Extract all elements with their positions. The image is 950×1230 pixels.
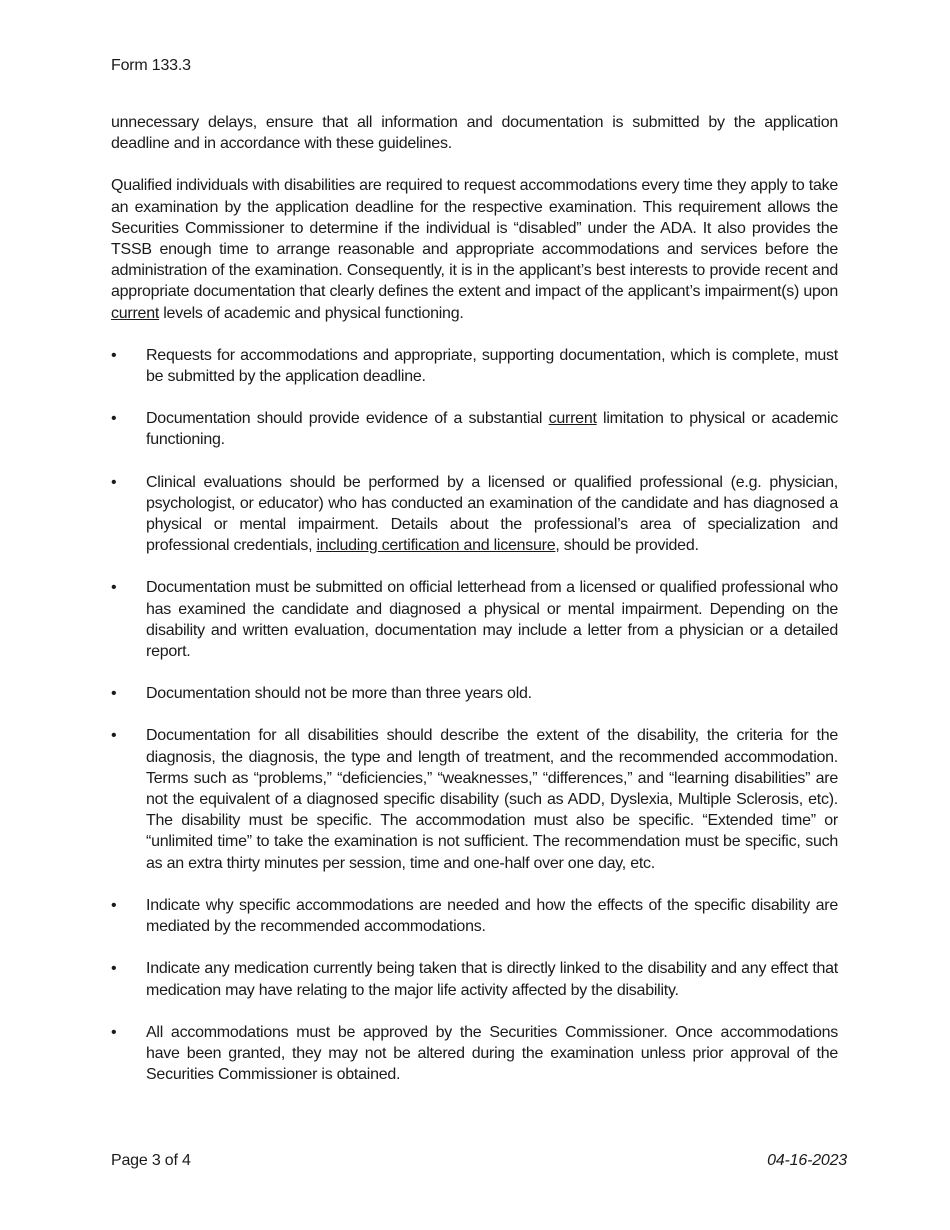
list-item xyxy=(111,472,838,557)
requirements-list xyxy=(111,345,838,1085)
para2-text-b: levels of academic and physical functioning. xyxy=(159,304,464,322)
requirement-text-b: limitation to physical or academic functioning. xyxy=(146,410,839,449)
requirement-underlined-current: current xyxy=(548,410,597,428)
document-body xyxy=(111,112,838,1106)
requirement-text: Documentation should not be more than three years old. xyxy=(146,685,532,703)
list-item xyxy=(111,408,838,450)
bullet-marker: • xyxy=(111,346,117,364)
requirement-text: Indicate any medication currently being taken that is directly linked to the disability and any effect that medication may have relating to the major life activity affected by the disability. xyxy=(146,960,838,999)
requirement-text-a: Documentation should provide evidence of a substantial xyxy=(146,410,549,428)
form-number: Form 133.3 xyxy=(111,57,191,74)
list-item xyxy=(111,683,838,704)
requirement-underlined-certification: including certification and licensure xyxy=(316,537,556,555)
requirement-text: Documentation for all disabilities should describe the extent of the disability, the criteria for the diagnosis, the diagnosis, the type and length of treatment, and the recommended accommodation. Terms such as “problems,” “deficiencies,” “weaknesses,” “differences,” and “learning disabilities” are not the equivalent of a diagnosed specific disability (such as ADD, Dyslexia, Multiple Sclerosis, etc). The disability must be specific. The accommodation must also be specific. “Extended time” or “unlimited time” to take the examination is not sufficient. The recommendation must be specific, such as an extra thirty minutes per session, time and one-half over one day, etc. xyxy=(146,727,838,872)
bullet-marker: • xyxy=(111,473,117,491)
list-item xyxy=(111,958,838,1000)
list-item xyxy=(111,345,838,387)
bullet-marker: • xyxy=(111,727,117,745)
para2-text-a: Qualified individuals with disabilities are required to request accommodations every time they apply to take an examination by the application deadline for the respective examination. This requirement allows the Securities Commissioner to determine if the individual is “disabled” under the ADA. It also provides the TSSB enough time to arrange reasonable and appropriate accommodations and services before the administration of the examination. Consequently, it is in the applicant’s best interests to provide recent and appropriate documentation that clearly defines the extent and impact of the applicant’s impairment(s) upon xyxy=(111,177,838,301)
requirement-text: All accommodations must be approved by the Securities Commissioner. Once accommodations have been granted, they may not be altered during the examination unless prior approval of the Securities Commissioner is obtained. xyxy=(146,1023,838,1084)
bullet-marker: • xyxy=(111,579,117,597)
list-item xyxy=(111,725,838,873)
list-item xyxy=(111,895,838,937)
list-item xyxy=(111,1022,838,1086)
para2-underlined-current: current xyxy=(111,304,160,322)
intro-requirements-paragraph xyxy=(111,175,838,323)
page-number: Page 3 of 4 xyxy=(111,1152,191,1169)
bullet-marker: • xyxy=(111,410,117,428)
bullet-marker: • xyxy=(111,685,117,703)
bullet-marker: • xyxy=(111,1023,117,1041)
list-item xyxy=(111,577,838,662)
bullet-marker: • xyxy=(111,896,117,914)
requirement-text: Requests for accommodations and appropriate, supporting documentation, which is complete, must be submitted by the application deadline. xyxy=(146,346,838,386)
requirement-text: Indicate why specific accommodations are needed and how the effects of the specific disability are mediated by the recommended accommodations. xyxy=(146,896,838,936)
requirement-text-a: Clinical evaluations should be performed by a licensed or qualified professional (e.g. physician, psychologist, or educator) who has conducted an examination of the candidate and has diagnosed a physical or mental impairment. Details about the professional’s area of specialization and professional credentials, xyxy=(146,473,838,555)
bullet-marker: • xyxy=(111,960,117,978)
revision-date: 04-16-2023 xyxy=(767,1152,847,1169)
requirement-text-b: , should be provided. xyxy=(555,537,699,555)
intro-continued-paragraph: unnecessary delays, ensure that all information and documentation is submitted by the application deadline and in accordance with these guidelines. xyxy=(111,114,838,153)
requirement-text: Documentation must be submitted on official letterhead from a licensed or qualified professional who has examined the candidate and diagnosed a physical or mental impairment. Depending on the disability and written evaluation, documentation may include a letter from a physician or a detailed report. xyxy=(146,579,838,661)
